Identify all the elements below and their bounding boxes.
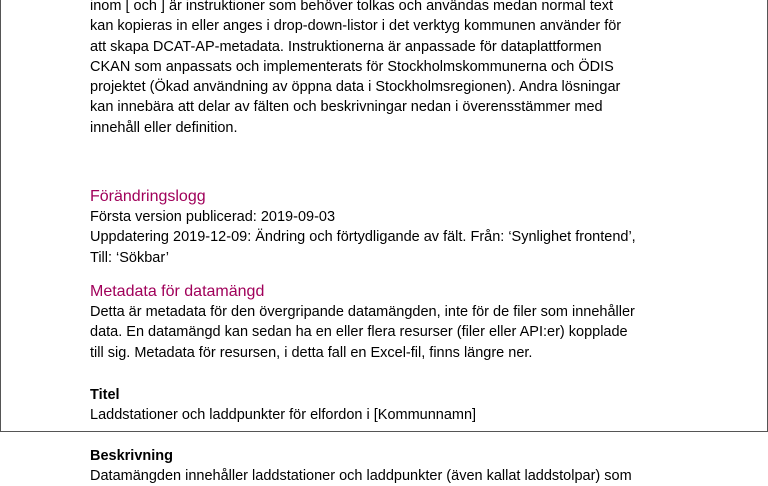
dataset-metadata-line: data. En datamängd kan sedan ha en eller flera resurser (filer eller API:er) kopplade bbox=[90, 324, 628, 341]
document-content bbox=[90, 0, 730, 486]
title-value: Laddstationer och laddpunkter för elfordon i [Kommunnamn] bbox=[90, 406, 477, 423]
changelog-line: Uppdatering 2019-12-09: Ändring och förtydligande av fält. Från: ‘Synlighet frontend’, bbox=[90, 229, 636, 246]
dataset-metadata-section bbox=[90, 281, 730, 363]
changelog-heading: Förändringslogg bbox=[90, 188, 206, 206]
intro-line: CKAN som anpassats och implementerats för Stockholmskommunerna och ÖDIS bbox=[90, 58, 614, 75]
description-label: Beskrivning bbox=[90, 448, 173, 465]
intro-line: kan innebära att delar av fälten och beskrivningar nedan i överensstämmer med bbox=[90, 99, 603, 116]
intro-paragraph bbox=[90, 0, 730, 138]
dataset-metadata-heading: Metadata för datamängd bbox=[90, 282, 265, 300]
dataset-metadata-line: till sig. Metadata för resursen, i detta fall en Excel-fil, finns längre ner. bbox=[90, 344, 533, 361]
dataset-metadata-line: Detta är metadata för den övergripande datamängden, inte för de filer som innehåller bbox=[90, 303, 635, 320]
intro-line: inom [ och ] är instruktioner som behöver tolkas och användas medan normal text bbox=[90, 0, 614, 14]
intro-line: att skapa DCAT-AP-metadata. Instruktionerna är anpassade för dataplattformen bbox=[90, 38, 602, 55]
intro-line: innehåll eller definition. bbox=[90, 119, 238, 136]
changelog-line: Första version publicerad: 2019-09-03 bbox=[90, 209, 336, 226]
description-field bbox=[90, 446, 730, 486]
description-value: Datamängden innehåller laddstationer och laddpunkter (även kallat laddstolpar) som bbox=[90, 468, 632, 485]
intro-line: kan kopieras in eller anges i drop-down-listor i det verktyg kommunen använder för bbox=[90, 18, 622, 35]
title-field bbox=[90, 385, 730, 425]
title-label: Titel bbox=[90, 386, 120, 403]
changelog-section bbox=[90, 186, 730, 268]
intro-line: projektet (Ökad användning av öppna data i Stockholmsregionen). Andra lösningar bbox=[90, 79, 621, 96]
changelog-line: Till: ‘Sökbar’ bbox=[90, 249, 169, 266]
